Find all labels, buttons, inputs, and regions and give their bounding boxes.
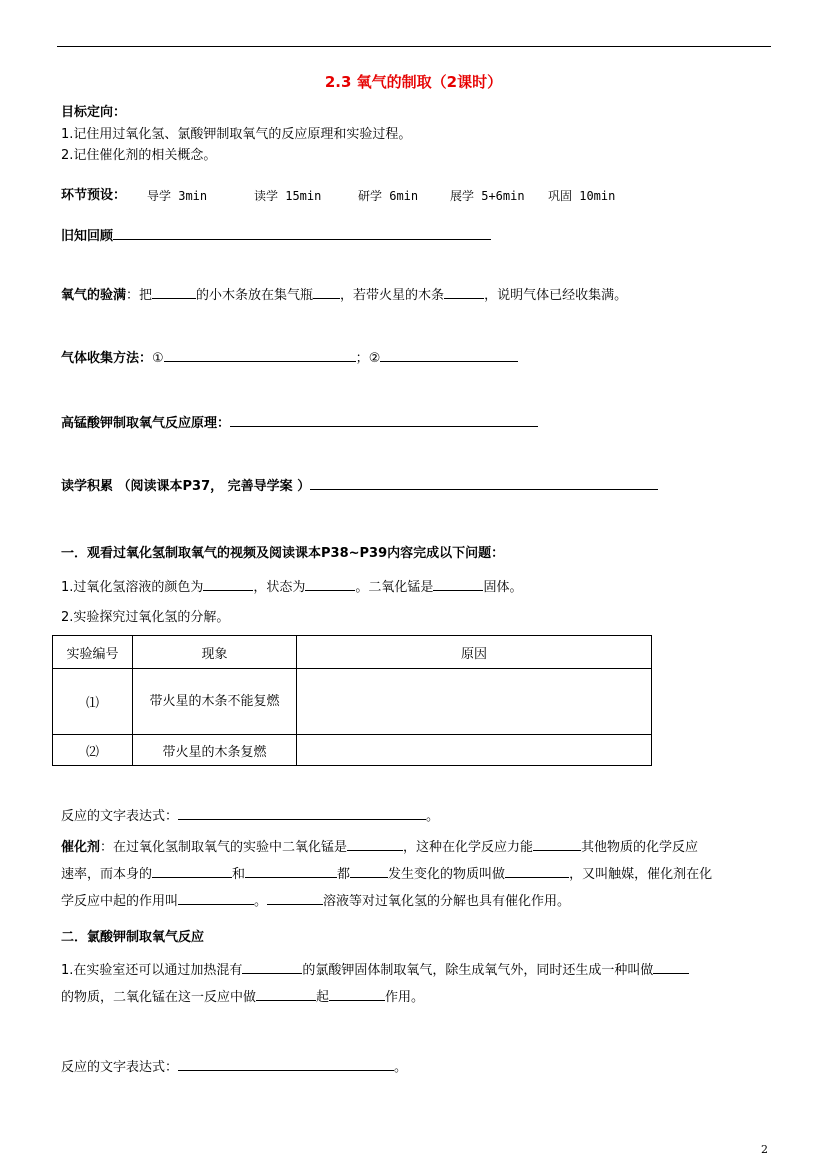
- catalyst-line-3: [61, 888, 771, 915]
- q1-text-3: 。二氧化锰是: [355, 580, 434, 595]
- catalyst-text: 其他物质的化学反应: [581, 840, 699, 855]
- table-header-row: [53, 636, 652, 669]
- review-heading-underline: [113, 226, 491, 240]
- schedule-item-consolidate: 巩固 10min: [548, 189, 616, 203]
- table-cell-phenomenon: 带火星的木条不能复燃: [133, 669, 297, 735]
- review-heading-text: 旧知回顾: [61, 229, 114, 244]
- expression-label: 反应的文字表达式：: [61, 1060, 179, 1075]
- blank-field[interactable]: [178, 1057, 394, 1071]
- section1-q2: 2.实验探究过氧化氢的分解。: [61, 610, 230, 625]
- collection-marker-2: ②: [368, 351, 381, 366]
- blank-field[interactable]: [164, 348, 356, 362]
- blank-field[interactable]: [178, 891, 254, 905]
- q1-text-4: 固体。: [483, 580, 523, 595]
- expression-label: 反应的文字表达式：: [61, 809, 179, 824]
- catalyst-line-2: [61, 861, 771, 888]
- section2-expression: [61, 1057, 407, 1077]
- kmno4-label: 高锰酸钾制取氧气反应原理：: [61, 416, 231, 431]
- page-number: 2: [761, 1143, 768, 1156]
- collection-line: [61, 348, 518, 368]
- catalyst-paragraph: [61, 834, 771, 915]
- catalyst-label: 催化剂: [61, 840, 101, 855]
- schedule-item-show: 展学 5+6min: [450, 189, 525, 203]
- blank-field[interactable]: [152, 285, 196, 299]
- oxygen-test-text-2: 的小木条放在集气瓶: [196, 288, 314, 303]
- section1-expression: [61, 806, 439, 826]
- table-header-cell: 原因: [297, 636, 652, 669]
- q-text: 1.在实验室还可以通过加热混有: [61, 963, 243, 978]
- catalyst-text: 发生变化的物质叫做: [388, 867, 506, 882]
- table-header-cell: 实验编号: [53, 636, 133, 669]
- blank-field[interactable]: [152, 864, 232, 878]
- table-row: [53, 669, 652, 735]
- q-text: 的氯酸钾固体制取氧气，除生成氧气外，同时还生成一种叫做: [302, 963, 654, 978]
- q-text: 起: [316, 990, 330, 1005]
- header-rule: [57, 46, 771, 47]
- q1-text-2: ，状态为: [253, 580, 306, 595]
- reading-heading-underline: [310, 476, 658, 490]
- section1-q1: [61, 577, 522, 597]
- section2-q1-line-2: [61, 984, 771, 1011]
- blank-field[interactable]: [267, 891, 323, 905]
- schedule-label: 环节预设：: [61, 188, 127, 203]
- catalyst-text: 。: [254, 894, 268, 909]
- blank-field[interactable]: [433, 577, 483, 591]
- expression-end: 。: [394, 1060, 408, 1075]
- oxygen-test-label: 氧气的验满: [61, 288, 127, 303]
- reading-heading-text: 读学积累 （阅读课本P37， 完善导学案 ）: [61, 479, 311, 494]
- oxygen-test-text-3: ，若带火星的木条: [340, 288, 445, 303]
- section1-heading: 一．观看过氧化氢制取氧气的视频及阅读课本P38~P39内容完成以下问题：: [61, 546, 505, 561]
- reading-heading: [61, 476, 658, 496]
- goals-heading: 目标定向：: [61, 105, 127, 120]
- section2-q1: [61, 957, 771, 1011]
- oxygen-test-line: [61, 285, 627, 305]
- blank-field[interactable]: [329, 987, 385, 1001]
- catalyst-line-1: [61, 834, 771, 861]
- blank-field[interactable]: [350, 864, 388, 878]
- blank-field[interactable]: [347, 837, 403, 851]
- schedule-item-guide: 导学 3min: [147, 189, 208, 203]
- blank-field[interactable]: [533, 837, 581, 851]
- experiment-table: [52, 635, 652, 766]
- table-header-cell: 现象: [133, 636, 297, 669]
- collection-marker-1: ①: [152, 351, 164, 366]
- catalyst-text: 都: [337, 867, 351, 882]
- blank-field[interactable]: [380, 348, 518, 362]
- page-title: 2.3 氧气的制取（2课时）: [324, 73, 503, 91]
- catalyst-text: ，这种在化学反应力能: [403, 840, 534, 855]
- table-cell-reason[interactable]: [297, 735, 652, 766]
- catalyst-text: ，又叫触媒，催化剂在化: [569, 867, 713, 882]
- q-text: 作用。: [385, 990, 425, 1005]
- schedule-item-study: 研学 6min: [358, 189, 419, 203]
- table-cell-no: ⑵: [53, 735, 133, 766]
- q-text: 的物质，二氧化锰在这一反应中做: [61, 990, 257, 1005]
- collection-label: 气体收集方法：: [61, 351, 153, 366]
- review-heading: [61, 226, 491, 246]
- section2-heading: 二．氯酸钾制取氧气反应: [61, 930, 205, 945]
- blank-field[interactable]: [178, 806, 426, 820]
- table-cell-reason[interactable]: [297, 669, 652, 735]
- blank-field[interactable]: [313, 285, 340, 299]
- blank-field[interactable]: [245, 864, 337, 878]
- catalyst-text: 学反应中起的作用叫: [61, 894, 179, 909]
- goal-item-1: 1.记住用过氧化氢、氯酸钾制取氧气的反应原理和实验过程。: [61, 127, 412, 142]
- blank-field[interactable]: [444, 285, 484, 299]
- blank-field[interactable]: [305, 577, 355, 591]
- expression-end: 。: [426, 809, 440, 824]
- collection-separator: ；: [355, 351, 369, 366]
- catalyst-text: 溶液等对过氧化氢的分解也具有催化作用。: [323, 894, 571, 909]
- section2-q1-line-1: [61, 957, 771, 984]
- blank-field[interactable]: [653, 960, 689, 974]
- blank-field[interactable]: [230, 413, 538, 427]
- kmno4-line: [61, 413, 538, 433]
- catalyst-text: 速率，而本身的: [61, 867, 153, 882]
- goal-item-2: 2.记住催化剂的相关概念。: [61, 148, 217, 163]
- blank-field[interactable]: [505, 864, 569, 878]
- table-row: [53, 735, 652, 766]
- table-cell-phenomenon: 带火星的木条复燃: [133, 735, 297, 766]
- oxygen-test-text-4: ，说明气体已经收集满。: [484, 288, 628, 303]
- q1-text-1: 1.过氧化氢溶液的颜色为: [61, 580, 204, 595]
- blank-field[interactable]: [203, 577, 253, 591]
- blank-field[interactable]: [242, 960, 302, 974]
- catalyst-text: ：在过氧化氢制取氧气的实验中二氧化锰是: [100, 840, 348, 855]
- blank-field[interactable]: [256, 987, 316, 1001]
- oxygen-test-text-1: ：把: [126, 288, 153, 303]
- schedule-item-read: 读学 15min: [254, 189, 322, 203]
- catalyst-text: 和: [232, 867, 246, 882]
- table-cell-no: ⑴: [53, 669, 133, 735]
